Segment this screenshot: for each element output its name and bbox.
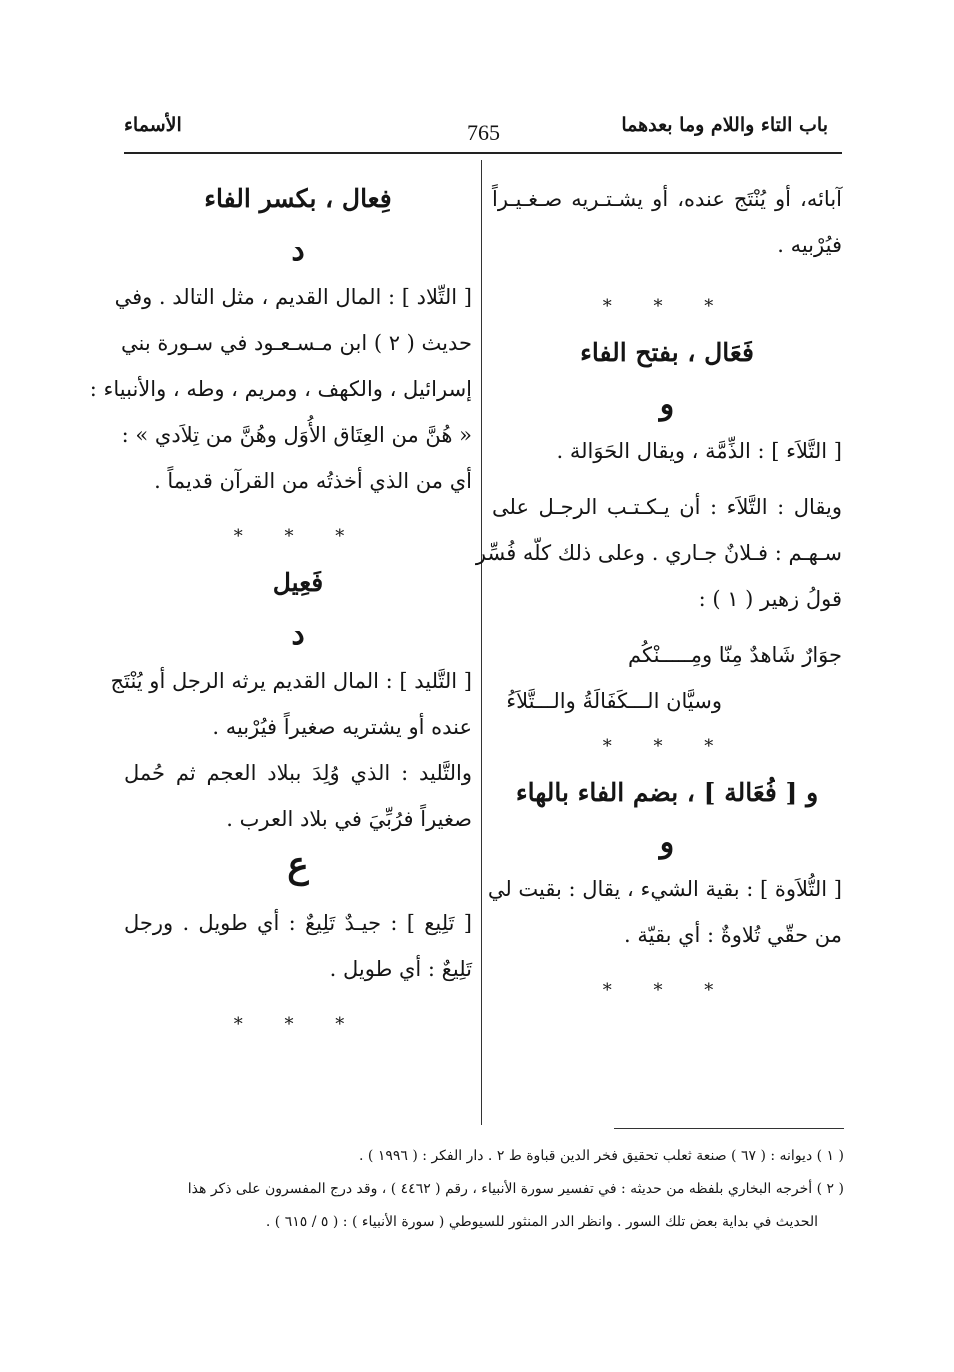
section-separator: * * * (602, 980, 732, 1001)
text-line: من حقّي تُلاوةٌ : أي بقيّة . (624, 923, 842, 947)
text-line: إسرائيل ، والكهف ، ومريم ، وطه ، والأنبياء : (89, 377, 472, 401)
left-column (89, 176, 472, 1048)
root-letter: د (291, 233, 305, 268)
text-line: [ التَّلاَء ] : الذِّمَّة ، ويقال الحَوَالة . (556, 439, 842, 463)
root-letter: و (659, 825, 675, 860)
text-line: صغيراً فرُبِّيَ في بلاد العرب . (226, 807, 472, 831)
page-number: 765 (467, 120, 500, 145)
text-line: تَلِيعٌ : أي طويل . (329, 957, 472, 981)
root-letter: ع (287, 844, 309, 886)
text-line: ويقال : التَّلاَء : أن يـكـتـب الرجـل على (492, 495, 842, 519)
footnote: ( ٢ ) أخرجه البخاري بلفظه من حديثه : في تفسير سورة الأنبياء ، رقم ( ٤٤٦٢ ) ، وقد درج المفسرون على ذكر هذا (187, 1181, 844, 1197)
footnote-continuation: الحديث في بداية بعض تلك السور . وانظر الدر المنثور للسيوطي ( سورة الأنبياء ) : ( ٥ / ٦١٥ ) . (265, 1214, 818, 1230)
entry-heading: و [ فُعَالة ] ، بضم الفاء بالهاء (515, 778, 819, 807)
text-line: آبائه، أو يُنْتَج عنده، أو يشـتـريه صـغـيـراً (492, 187, 842, 211)
text-line: [ التَّليد ] : المال القديم يرثه الرجل أو يُنْتَج (110, 669, 472, 693)
section-separator: * * * (233, 1014, 363, 1035)
text-line: حديث ( ٢ ) ابن مـسـعـود في سـورة بني (121, 331, 472, 355)
footnote: ( ١ ) ديوانه : ( ٦٧ ) صنعة ثعلب تحقيق فخر الدين قباوة ط ٢ . دار الفكر : ( ١٩٩٦ ) . (359, 1148, 844, 1164)
text-line: فيُرْبيه . (777, 233, 842, 257)
entry-heading: فِعال ، بكسر الفاء (204, 184, 392, 213)
verse-line: وسيَّان الـــكَفَالَةُ والـــتَّلاَءُ (506, 689, 722, 713)
text-line: [ تَلِيع ] : جيـدٌ تَلِيعٌ : أي طويل . ورجل (124, 911, 472, 935)
footnotes (118, 1140, 844, 1239)
text-line: « هُنَّ من العِتَاق الأُوَل وهُنَّ من تِلاَدي » : (121, 423, 472, 447)
header-rule (124, 152, 842, 154)
entry-heading: فَعِيل (272, 568, 324, 597)
text-line: عنده أو يشتريه صغيراً فيُرْبيه . (212, 715, 472, 739)
text-line: سـهـم : فـلانٌ جـاري . وعلى ذلك كلّه فُسِّر (475, 541, 842, 565)
verse-line: جوَارٌ شَاهدٌ مِنّا ومِـــــنْكُم (628, 643, 842, 667)
root-letter: د (291, 617, 305, 652)
running-header-section: باب التاء واللام وما بعدهما (621, 114, 828, 136)
text-line: والتَّليد : الذي وُلِدَ ببلاد العجم ثم حُمل (124, 761, 472, 785)
entry-heading: فَعَال ، بفتح الفاء (580, 338, 754, 367)
text-line: أي من الذي أخذتُه من القرآن قديماً . (154, 469, 472, 493)
section-separator: * * * (602, 296, 732, 317)
root-letter: و (659, 387, 675, 422)
running-header-category: الأسماء (124, 114, 182, 136)
text-line: [ التِّلاد ] : المال القديم ، مثل التالد . وفي (114, 285, 472, 309)
text-line: قولُ زهير ( ١ ) : (698, 587, 842, 611)
section-separator: * * * (602, 736, 732, 757)
column-divider (481, 160, 482, 1125)
text-line: [ التُّلاَوة ] : بقية الشيء ، يقال : بقيت لي (487, 877, 842, 901)
footnote-rule (614, 1128, 844, 1129)
section-separator: * * * (233, 526, 363, 547)
right-column (475, 176, 842, 1014)
